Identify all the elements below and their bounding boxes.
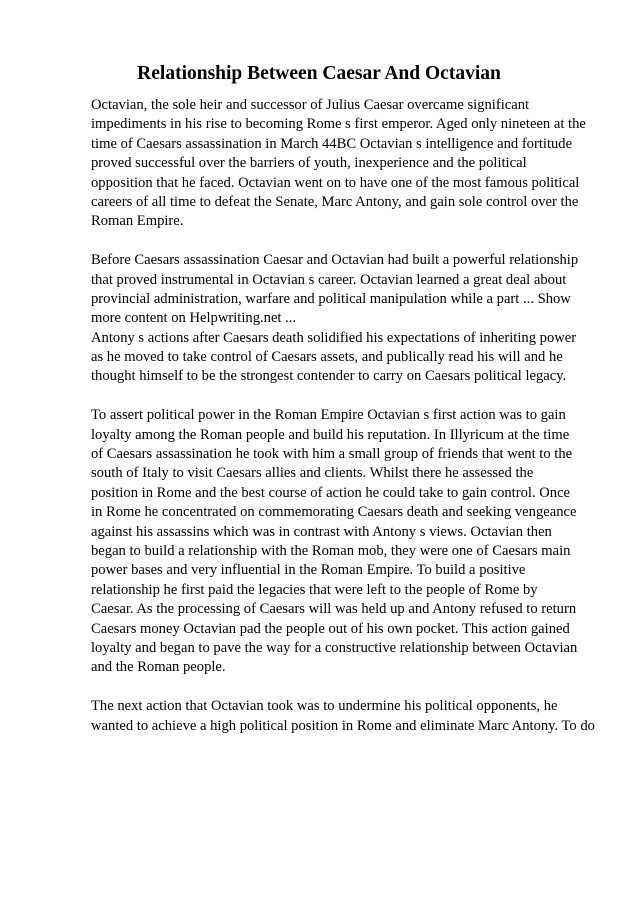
text-line: more content on Helpwriting.net ... — [91, 310, 297, 327]
text-line: began to build a relationship with the Roman mob, they were one of Caesars main — [91, 542, 571, 559]
text-line: loyalty among the Roman people and build his reputation. In Illyricum at the time — [91, 426, 570, 443]
paragraph-2 — [91, 251, 591, 329]
text-line: in Rome he concentrated on commemorating Caesars death and seeking vengeance — [91, 504, 577, 521]
text-line: To assert political power in the Roman Empire Octavian s first action was to gain — [91, 407, 566, 424]
text-line: relationship he first paid the legacies that were left to the people of Rome by — [91, 581, 538, 598]
text-line: careers of all time to defeat the Senate, Marc Antony, and gain sole control over the — [91, 193, 579, 210]
document-title: Relationship Between Caesar And Octavian — [137, 63, 501, 84]
text-line: opposition that he faced. Octavian went on to have one of the most famous political — [91, 174, 580, 191]
text-line: Caesar. As the processing of Caesars will was held up and Antony refused to return — [91, 601, 577, 618]
text-line: The next action that Octavian took was to undermine his political opponents, he — [91, 698, 558, 715]
text-line: and the Roman people. — [91, 659, 226, 676]
text-line: provincial administration, warfare and political manipulation while a part ... Show — [91, 290, 571, 307]
text-line: south of Italy to visit Caesars allies and clients. Whilst there he assessed the — [91, 465, 534, 482]
text-line: proved successful over the barriers of youth, inexperience and the political — [91, 155, 527, 172]
text-line: Antony s actions after Caesars death solidified his expectations of inheriting power — [91, 329, 577, 346]
text-line: that proved instrumental in Octavian s career. Octavian learned a great deal about — [91, 271, 567, 288]
text-line: wanted to achieve a high political position in Rome and eliminate Marc Antony. To do — [91, 717, 595, 734]
text-line: position in Rome and the best course of action he could take to gain control. Once — [91, 484, 571, 501]
text-line: thought himself to be the strongest contender to carry on Caesars political legacy. — [91, 368, 567, 385]
text-line: power bases and very influential in the Roman Empire. To build a positive — [91, 562, 526, 579]
text-line: impediments in his rise to becoming Rome s first emperor. Aged only nineteen at the — [91, 116, 586, 133]
text-line: Before Caesars assassination Caesar and Octavian had built a powerful relationship — [91, 252, 579, 269]
paragraph-5 — [91, 697, 595, 736]
paragraph-1 — [91, 96, 591, 232]
text-line: Caesars money Octavian pad the people out of his own pocket. This action gained — [91, 620, 570, 637]
paragraph-3 — [91, 329, 591, 387]
text-line: against his assassins which was in contrast with Antony s views. Octavian then — [91, 523, 552, 540]
text-line: Octavian, the sole heir and successor of Julius Caesar overcame significant — [91, 97, 530, 113]
document-body — [91, 96, 595, 755]
text-line: of Caesars assassination he took with him a small group of friends that went to the — [91, 446, 573, 463]
text-line: Roman Empire. — [91, 213, 184, 230]
paragraph-4 — [91, 406, 591, 677]
text-line: loyalty and began to pave the way for a constructive relationship between Octavian — [91, 639, 578, 656]
text-line: time of Caesars assassination in March 44BC Octavian s intelligence and fortitude — [91, 135, 573, 152]
text-line: as he moved to take control of Caesars assets, and publically read his will and he — [91, 349, 563, 366]
